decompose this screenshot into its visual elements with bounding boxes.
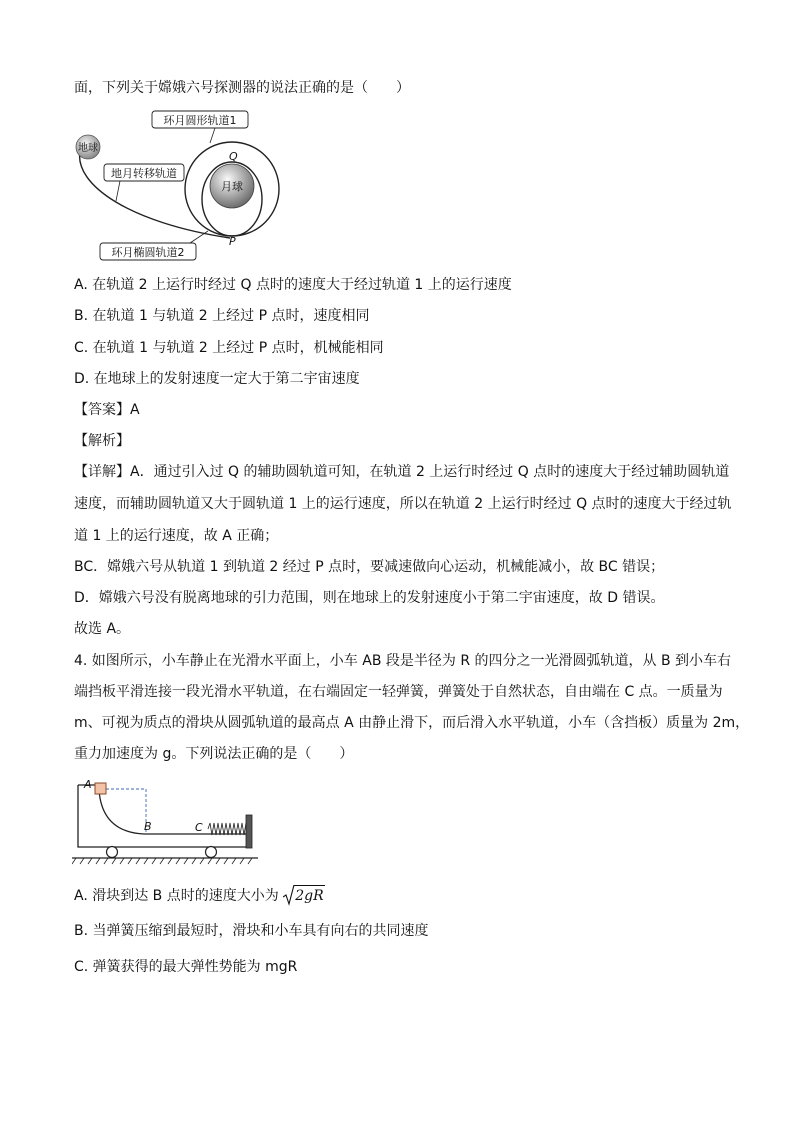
q3-option-d: D. 在地球上的发射速度一定大于第二宇宙速度 xyxy=(74,371,360,387)
wheel-right xyxy=(206,847,217,858)
q3-detail-line-1: 【详解】A．通过引入过 Q 的辅助圆轨道可知，在轨道 2 上运行时经过 Q 点时的速度大于经过辅助圆轨道 xyxy=(74,464,730,480)
q3-detail-line-2: 速度，而辅助圆轨道又大于圆轨道 1 上的运行速度，所以在轨道 2 上运行时经过 Q 点时的速度大于经过轨 xyxy=(74,496,732,512)
spring xyxy=(208,823,249,835)
q3-detail-line-6: 故选 A。 xyxy=(74,621,131,637)
label-earth: 地球 xyxy=(78,143,98,154)
q3-answer: 【答案】A xyxy=(74,402,140,418)
q3-analysis-label: 【解析】 xyxy=(74,433,130,449)
label-point-b: B xyxy=(144,820,152,833)
q4-option-b: B. 当弹簧压缩到最短时，滑块和小车具有向右的共同速度 xyxy=(74,923,429,939)
wheel-left xyxy=(107,847,118,858)
label-point-a: A xyxy=(84,778,92,791)
label-orbit-2: 环月椭圆轨道2 xyxy=(111,246,185,259)
q4-stem-line-2: 端挡板平滑连接一段光滑水平轨道，在右端固定一轻弹簧，弹簧处于自然状态，自由端在 C 点。一质量为 xyxy=(74,684,723,700)
q3-detail-line-5: D．嫦娥六号没有脱离地球的引力范围，则在地球上的发射速度小于第二宇宙速度，故 D 错误。 xyxy=(74,590,665,606)
label-transfer-orbit: 地月转移轨道 xyxy=(111,167,177,180)
slider-block xyxy=(95,783,106,794)
end-baffle xyxy=(246,815,252,848)
q3-stem-tail: 面，下列关于嫦娥六号探测器的说法正确的是（ ） xyxy=(74,80,410,96)
q3-detail-line-3: 道 1 上的运行速度，故 A 正确； xyxy=(74,528,279,544)
label-orbit-1: 环月圆形轨道1 xyxy=(163,114,237,127)
q4-option-a-text: A. 滑块到达 B 点时的速度大小为 xyxy=(74,888,279,904)
q3-option-a: A. 在轨道 2 上运行时经过 Q 点时的速度大于经过轨道 1 上的运行速度 xyxy=(74,277,512,293)
q3-option-c: C. 在轨道 1 与轨道 2 上经过 P 点时，机械能相同 xyxy=(74,340,384,356)
label-point-p: P xyxy=(229,235,236,248)
q4-stem-line-4: 重力加速度为 g。下列说法正确的是（ ） xyxy=(74,746,354,762)
q4-stem-line-3: m、可视为质点的滑块从圆弧轨道的最高点 A 由静止滑下，而后滑入水平轨道，小车（含挡板）质量为 2m， xyxy=(74,715,750,731)
label-point-q: Q xyxy=(229,150,238,163)
q3-option-b: B. 在轨道 1 与轨道 2 上经过 P 点时，速度相同 xyxy=(74,308,370,324)
q4-option-a xyxy=(74,885,325,906)
label-point-c: C xyxy=(195,821,203,834)
sqrt-radicand: 2gR xyxy=(294,885,324,906)
q4-option-c: C. 弹簧获得的最大弹性势能为 mgR xyxy=(74,959,298,975)
radical-sign xyxy=(283,885,295,907)
orbit-diagram xyxy=(70,105,300,265)
cart-diagram xyxy=(72,777,272,869)
sqrt-expression xyxy=(283,885,324,906)
q3-detail-line-4: BC．嫦娥六号从轨道 1 到轨道 2 经过 P 点时，要减速做向心运动，机械能减小，故 BC 错误； xyxy=(74,559,665,575)
arc-track xyxy=(99,790,144,834)
label-moon: 月球 xyxy=(221,180,243,193)
q4-stem-line-1: 4. 如图所示，小车静止在光滑水平面上，小车 AB 段是半径为 R 的四分之一光滑圆弧轨道，从 B 到小车右 xyxy=(74,653,732,669)
